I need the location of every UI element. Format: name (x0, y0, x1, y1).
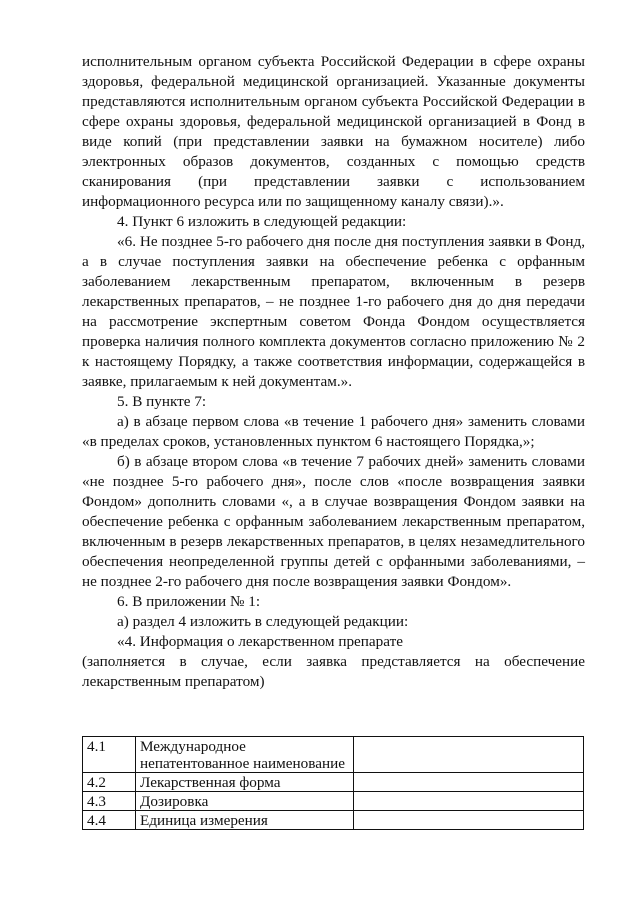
row-value (354, 773, 584, 792)
section-note: (заполняется в случае, если заявка представляется на обеспечение лекарственным препаратом) (82, 653, 585, 690)
row-number: 4.4 (83, 811, 136, 830)
table-row (83, 737, 584, 773)
paragraph: 4. Пункт 6 изложить в следующей редакции: (117, 213, 407, 230)
row-label: Лекарственная форма (136, 773, 354, 792)
paragraph: «6. Не позднее 5-го рабочего дня после дня поступления заявки в Фонд, а в случае поступления заявки на обеспечение ребенка с орфанным заболеванием лекарственным препаратом, включенным в резерв лекарственных препаратов, – не позднее 1-го рабочего дня до дня передачи на рассмотрение экспертным советом Фонда Фондом осуществляется проверка наличия полного комплекта документов согласно приложению № 2 к настоящему Порядку, а также соответствия информации, содержащейся в заявке, прилагаемым к ней документам.». (82, 233, 585, 390)
table-row (83, 773, 584, 792)
row-value (354, 792, 584, 811)
document-body (82, 52, 585, 692)
paragraph: 6. В приложении № 1: (117, 593, 261, 610)
paragraph: 5. В пункте 7: (117, 393, 207, 410)
paragraph: а) в абзаце первом слова «в течение 1 рабочего дня» заменить словами «в пределах сроков, установленных пунктом 6 настоящего Порядка,»; (82, 413, 585, 450)
paragraph: б) в абзаце втором слова «в течение 7 рабочих дней» заменить словами «не позднее 5-го рабочего дня», после слов «после возвращения заявки Фондом» дополнить словами «, а в случае возвращения Фондом заявки на обеспечение ребенка с орфанным заболеванием лекарственным препаратом, включенным в резерв лекарственных препаратов, в целях незамедлительного обеспечения неопределенной группы детей с орфанными заболеваниями, – не позднее 2-го рабочего дня после возвращения заявки Фондом». (82, 453, 585, 590)
section-heading: «4. Информация о лекарственном препарате (117, 633, 403, 650)
paragraph: исполнительным органом субъекта Российской Федерации в сфере охраны здоровья, федеральной медицинской организацией. Указанные документы представляются исполнительным органом субъекта Российской Федерации в сфере охраны здоровья, федеральной медицинской организацией в Фонд в виде копий (при представлении заявки на бумажном носителе) либо электронных образов документов, созданных с помощью средств сканирования (при представлении заявки с использованием информационного ресурса или по защищенному каналу связи).». (82, 53, 585, 210)
table-row (83, 792, 584, 811)
row-label: Единица измерения (136, 811, 354, 830)
table-row (83, 811, 584, 830)
row-label: Дозировка (136, 792, 354, 811)
row-value (354, 811, 584, 830)
row-number: 4.2 (83, 773, 136, 792)
row-number: 4.1 (83, 737, 136, 773)
paragraph: а) раздел 4 изложить в следующей редакции: (117, 613, 409, 630)
row-value (354, 737, 584, 773)
drug-info-table (82, 736, 584, 830)
row-label: Международное непатентованное наименование (136, 737, 354, 773)
row-number: 4.3 (83, 792, 136, 811)
